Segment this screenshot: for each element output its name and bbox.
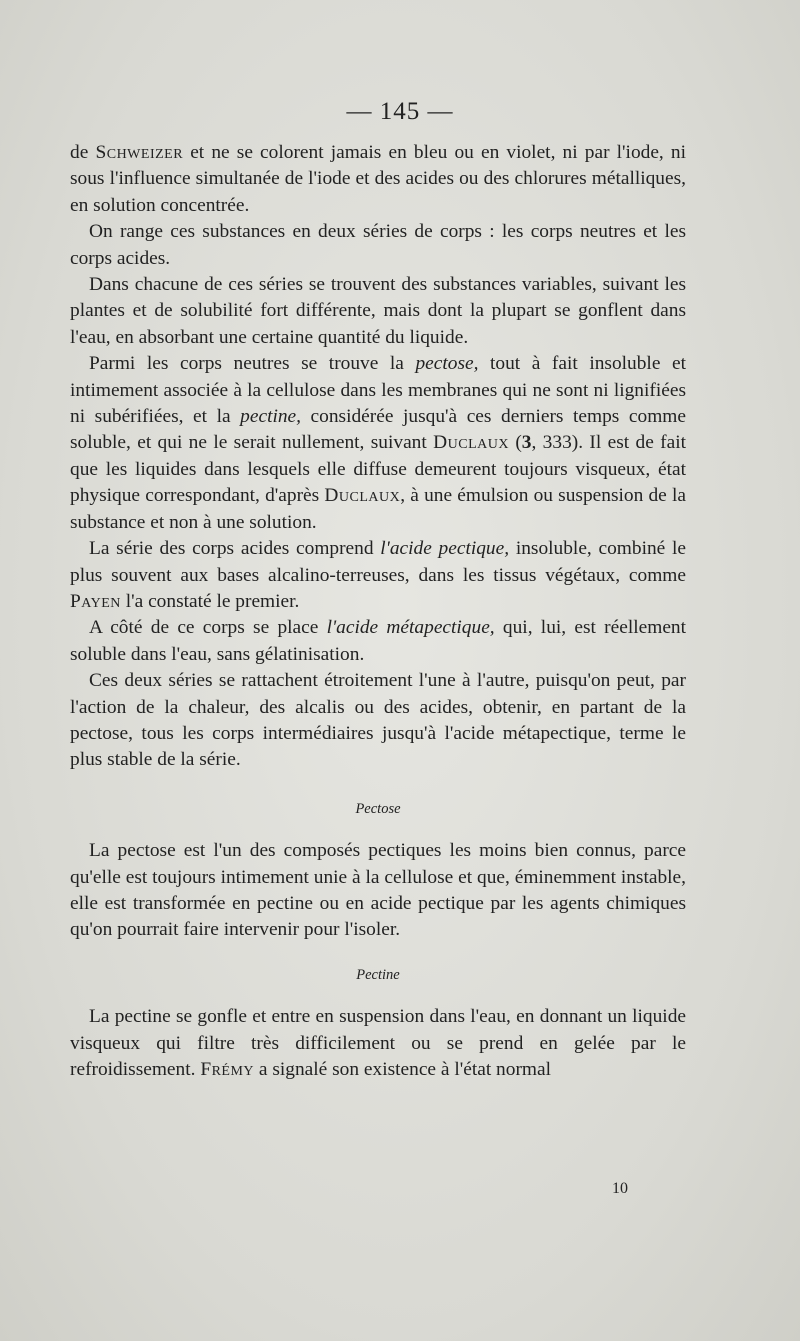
paragraph-8: La pectose est l'un des composés pectiques les moins bien connus, parce qu'elle est toujours intimement unie à la cellulose et que, éminemment instable, elle est transformée en pectine ou en acide pectique par les agents chimiques qu'on pourrait faire intervenir pour l'isoler. — [70, 840, 686, 941]
author-name: Duclaux — [433, 432, 509, 454]
term-acide-metapectique: l'acide métapectique, — [326, 617, 495, 639]
paragraph-5 — [70, 536, 686, 615]
text-run: ( — [508, 432, 522, 454]
text-run: La série des corps acides comprend — [89, 538, 381, 560]
section-heading-pectose: Pectose — [355, 800, 401, 817]
author-name: Payen — [70, 590, 121, 612]
paragraph-6 — [70, 615, 686, 668]
section-heading-pectine: Pectine — [356, 966, 400, 983]
text-run: considérée jusqu'à ces derniers temps comme soluble, et qui ne le serait nullement, suivant — [70, 406, 686, 454]
paragraph-9 — [70, 1004, 686, 1083]
term-pectine: pectine, — [240, 406, 301, 428]
text-run: l'a constaté le premier. — [120, 590, 300, 612]
text-run: A côté de ce corps se place — [89, 617, 327, 639]
paragraph-4 — [70, 351, 686, 536]
paragraph-1 — [70, 140, 686, 219]
term-pectose: pectose, — [415, 353, 479, 375]
paragraph-3: Dans chacune de ces séries se trouvent des substances variables, suivant les plantes et de solubilité fort différente, mais dont la plupart se gonflent dans l'eau, en absorbant une certaine quantité du liquide. — [70, 274, 686, 348]
text-run: , à une émulsion ou suspension de la substance et non à une solution. — [70, 485, 686, 533]
body-text — [70, 140, 686, 1083]
signature-mark: 10 — [612, 1180, 628, 1197]
paragraph-7: Ces deux séries se rattachent étroitement l'une à l'autre, puisqu'on peut, par l'action de la chaleur, des alcalis ou des acides, obtenir, en partant de la pectose, tous les corps intermédiaires jusqu'à l'acide métapectique, terme le plus stable de la série. — [70, 670, 686, 771]
text-run: a signalé son existence à l'état normal — [254, 1059, 551, 1080]
page-number: — 145 — — [346, 98, 454, 125]
paragraph-2: On range ces substances en deux séries de corps : les corps neutres et les corps acides. — [70, 221, 686, 269]
text-run: tout à fait insoluble et intimement associée à la cellulose dans les membranes qui ne sont ni lignifiées ni subérifiées, et la — [70, 353, 686, 428]
text-run: et ne se colorent jamais en bleu ou en violet, ni par l'iode, ni sous l'influence simultanée de l'iode et des acides ou des chlorures métalliques, en solution concentrée. — [70, 142, 687, 216]
author-name: Frémy — [200, 1059, 255, 1080]
text-run: insoluble, combiné le plus souvent aux bases alcalino-terreuses, dans les tissus végétaux, comme — [70, 538, 687, 586]
text-run: Parmi les corps neutres se trouve la — [89, 353, 416, 375]
reference-number: 3 — [521, 432, 532, 454]
author-name: Schweizer — [95, 142, 184, 163]
term-acide-pectique: l'acide pectique, — [380, 538, 510, 560]
text-run: de — [70, 142, 96, 163]
text-run: , 333). Il est de fait que les liquides dans lesquels elle diffuse demeurent toujours visqueux, état physique correspondant, d'après — [70, 432, 686, 507]
author-name: Duclaux — [324, 485, 401, 507]
text-run: qui, lui, est réellement soluble dans l'eau, sans gélatinisation. — [70, 617, 687, 665]
text-run: La pectine se gonfle et entre en suspension dans l'eau, en donnant un liquide visqueux qui filtre très difficilement ou se prend en gelée par le refroidissement. — [70, 1006, 686, 1080]
